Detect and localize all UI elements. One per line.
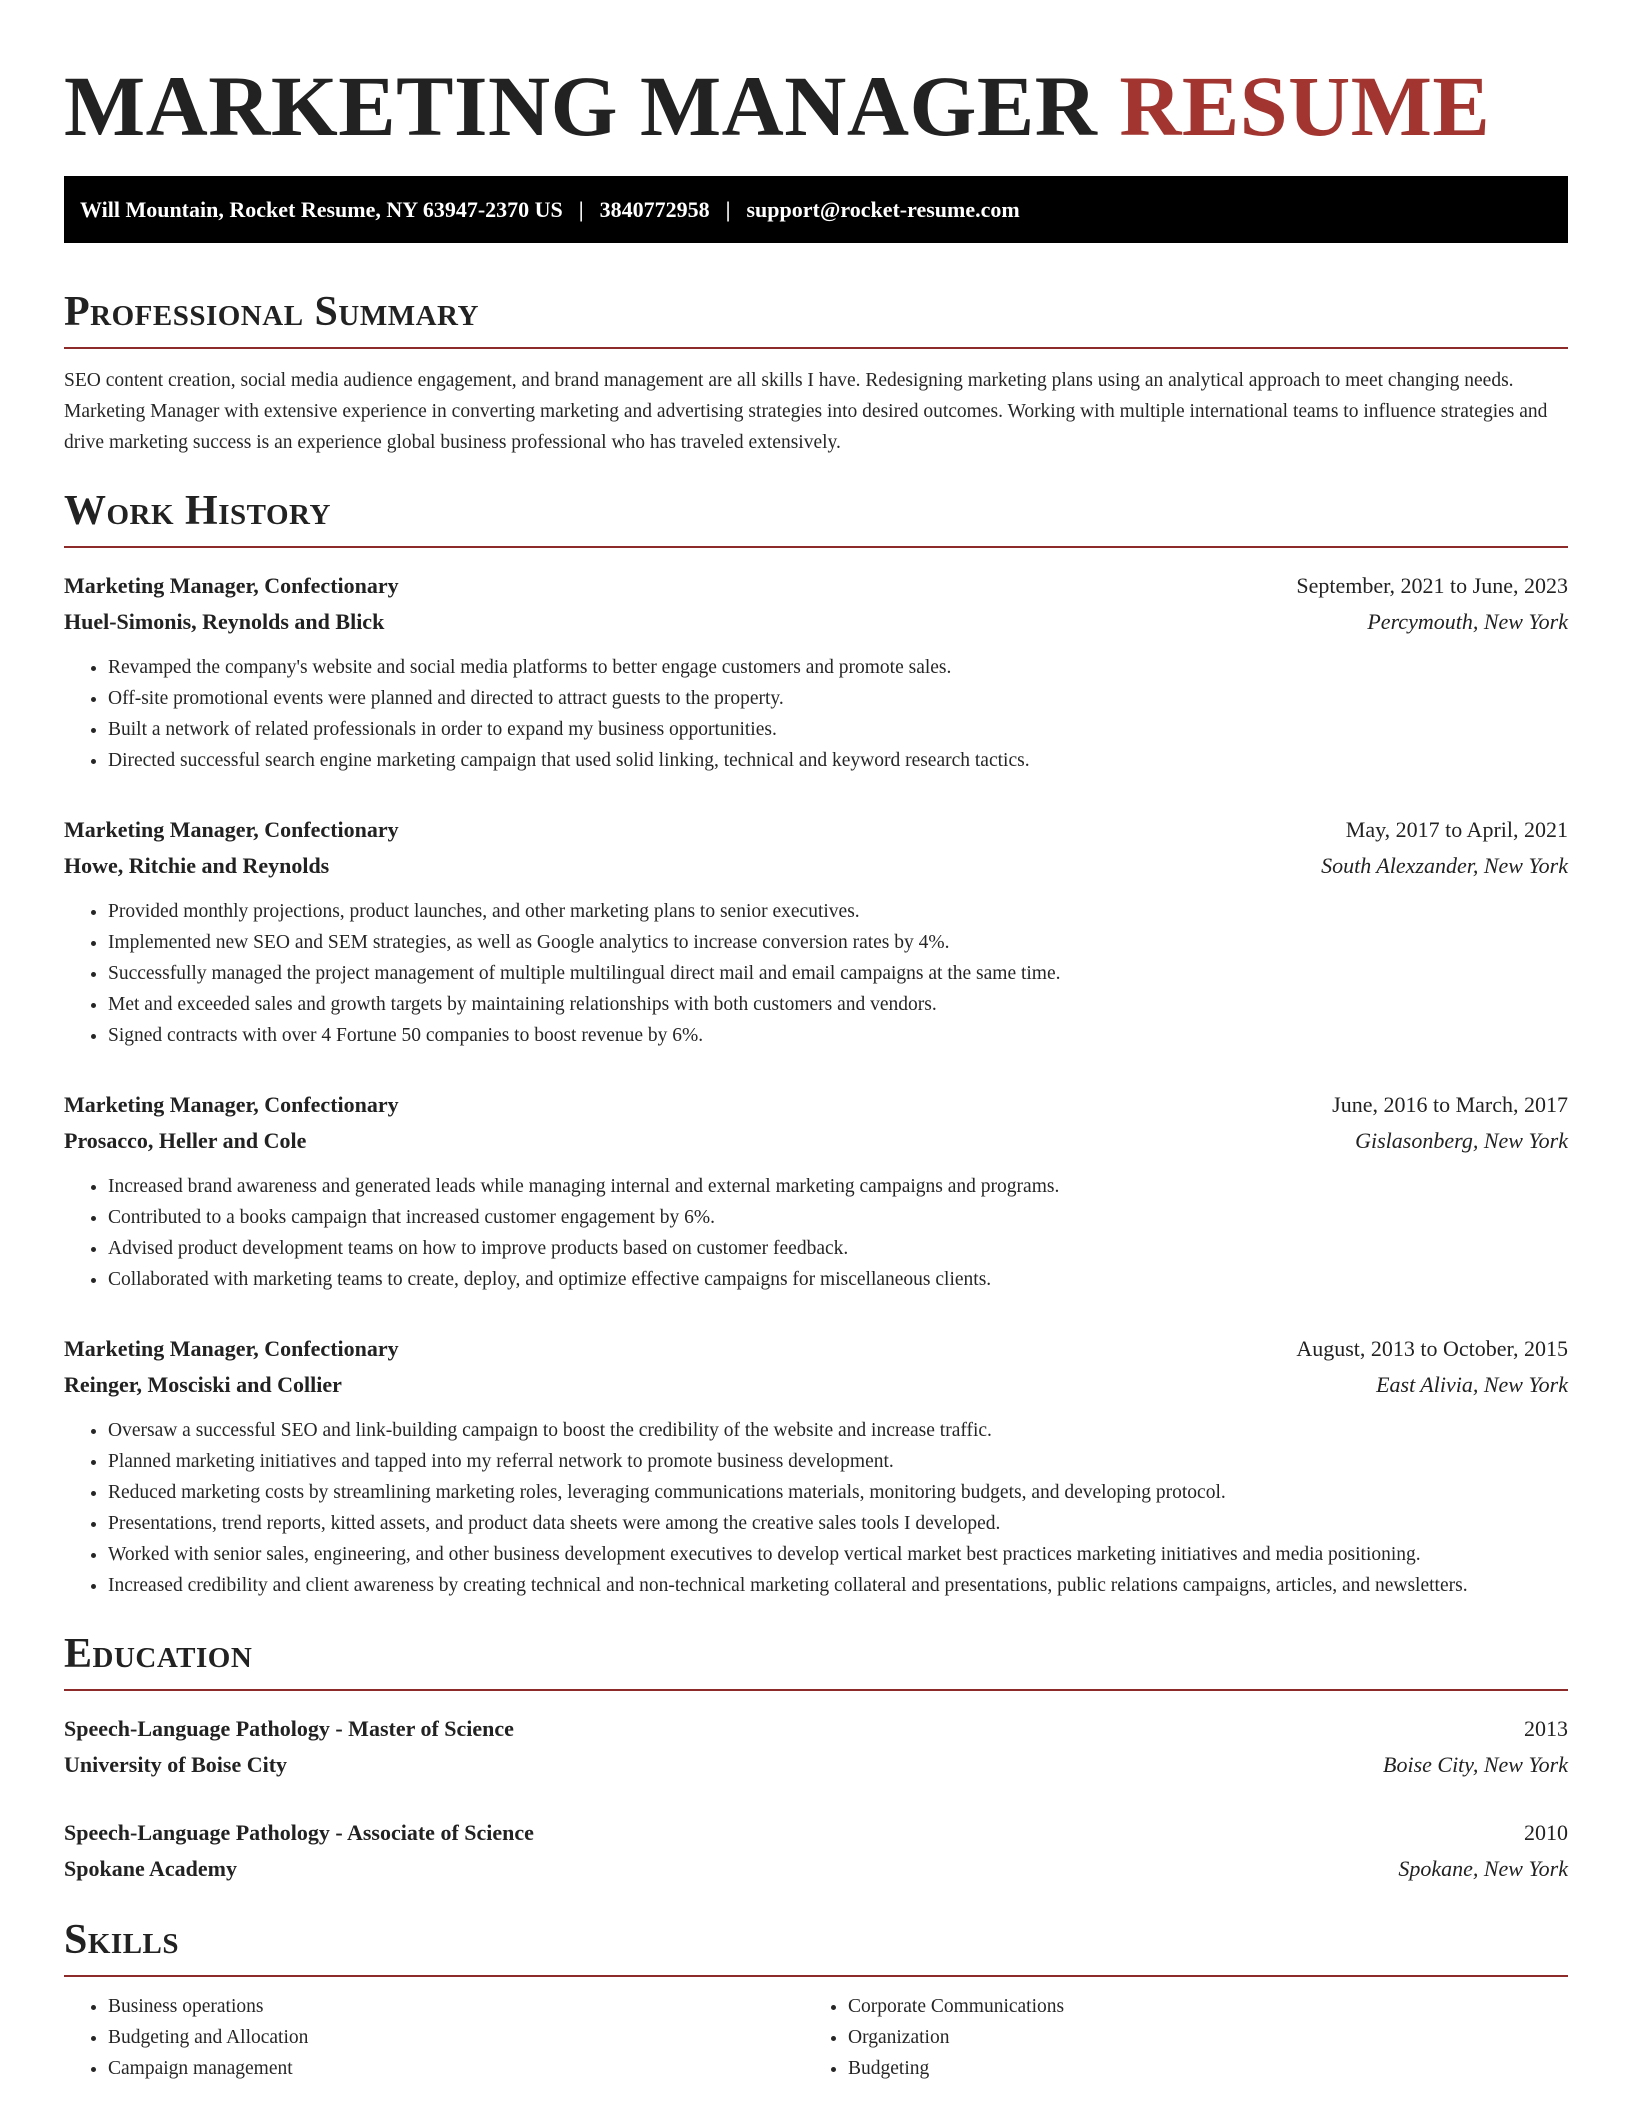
work-history-section: [64, 488, 1568, 1601]
education-degree: Speech-Language Pathology - Associate of Science: [64, 1820, 534, 1845]
resume-page: [64, 56, 1568, 2084]
job-title: Marketing Manager, Confectionary: [64, 817, 399, 842]
job-company-row: [64, 1367, 1568, 1403]
contact-email: support@rocket-resume.com: [746, 196, 1020, 222]
job-entry: [64, 1331, 1568, 1601]
job-bullet: • Oversaw a successful SEO and link-building campaign to boost the credibility of the website and increase traffic.: [108, 1415, 1568, 1446]
job-header-row: [64, 568, 1568, 604]
skills-list-left: [64, 1991, 804, 2084]
education-school: Spokane Academy: [64, 1856, 237, 1881]
job-title: Marketing Manager, Confectionary: [64, 1092, 399, 1117]
job-bullet: • Provided monthly projections, product launches, and other marketing plans to senior executives.: [108, 896, 1568, 927]
job-bullets: [64, 652, 1568, 776]
job-bullet: • Collaborated with marketing teams to create, deploy, and optimize effective campaigns for miscellaneous clients.: [108, 1264, 1568, 1295]
job-company: Howe, Ritchie and Reynolds: [64, 853, 330, 878]
job-company: Prosacco, Heller and Cole: [64, 1128, 307, 1153]
job-entry: [64, 1087, 1568, 1295]
contact-bar: [64, 176, 1568, 243]
education-school-row: [64, 1747, 1568, 1783]
job-bullet: • Increased brand awareness and generated leads while managing internal and external marketing campaigns and programs.: [108, 1171, 1568, 1202]
education-section: [64, 1631, 1568, 1887]
job-company: Reinger, Mosciski and Collier: [64, 1372, 342, 1397]
job-location: South Alexzander, New York: [1321, 853, 1568, 878]
education-degree-row: [64, 1815, 1568, 1851]
contact-phone: 3840772958: [599, 196, 710, 222]
job-bullet: • Worked with senior sales, engineering, and other business development executives to develop vertical market best practices marketing initiatives and media positioning.: [108, 1539, 1568, 1570]
job-bullets: [64, 1171, 1568, 1295]
job-location: Percymouth, New York: [1367, 609, 1568, 634]
job-header-row: [64, 1087, 1568, 1123]
job-header-row: [64, 1331, 1568, 1367]
job-bullet: • Revamped the company's website and social media platforms to better engage customers and promote sales.: [108, 652, 1568, 683]
skills-section: [64, 1917, 1568, 2084]
job-dates: June, 2016 to March, 2017: [1332, 1092, 1568, 1117]
job-company: Huel-Simonis, Reynolds and Blick: [64, 609, 385, 634]
education-location: Boise City, New York: [1383, 1752, 1568, 1777]
job-location: East Alivia, New York: [1376, 1372, 1568, 1397]
job-title: Marketing Manager, Confectionary: [64, 1336, 399, 1361]
job-bullet: • Advised product development teams on how to improve products based on customer feedback.: [108, 1233, 1568, 1264]
job-dates: September, 2021 to June, 2023: [1296, 573, 1568, 598]
education-degree-row: [64, 1711, 1568, 1747]
education-school: University of Boise City: [64, 1752, 288, 1777]
education-year: 2010: [1524, 1820, 1568, 1845]
title-accent: RESUME: [1119, 58, 1491, 154]
education-entry: [64, 1815, 1568, 1887]
education-year: 2013: [1524, 1716, 1568, 1741]
contact-separator: |: [725, 196, 731, 222]
education-heading: Education: [64, 1631, 1568, 1691]
job-bullet: • Reduced marketing costs by streamlining marketing roles, leveraging communications materials, monitoring budgets, and developing protocol.: [108, 1477, 1568, 1508]
skills-columns: [64, 1991, 1568, 2084]
job-entry: [64, 812, 1568, 1051]
job-location: Gislasonberg, New York: [1355, 1128, 1568, 1153]
job-bullet: • Met and exceeded sales and growth targets by maintaining relationships with both customers and vendors.: [108, 989, 1568, 1020]
resume-title: [64, 56, 1568, 156]
summary-section: [64, 289, 1568, 458]
job-bullet: • Off-site promotional events were planned and directed to attract guests to the property.: [108, 683, 1568, 714]
job-bullet: • Implemented new SEO and SEM strategies, as well as Google analytics to increase conversion rates by 4%.: [108, 927, 1568, 958]
skill-item: • Budgeting and Allocation: [108, 2022, 804, 2053]
job-dates: August, 2013 to October, 2015: [1296, 1336, 1568, 1361]
education-entry: [64, 1711, 1568, 1783]
title-main: MARKETING MANAGER: [64, 58, 1098, 154]
skill-item: • Organization: [848, 2022, 1544, 2053]
skills-list-right: [804, 1991, 1544, 2084]
job-entry: [64, 568, 1568, 776]
summary-text: SEO content creation, social media audience engagement, and brand management are all skills I have. Redesigning marketing plans using an analytical approach to meet changing needs. Marketing Manager with extensive experience in converting marketing and advertising strategies into desired outcomes. Working with multiple international teams to influence strategies and drive marketing success is an experience global business professional who has traveled extensively.: [64, 370, 1548, 453]
education-location: Spokane, New York: [1398, 1856, 1568, 1881]
job-header-row: [64, 812, 1568, 848]
job-bullet: • Signed contracts with over 4 Fortune 50 companies to boost revenue by 6%.: [108, 1020, 1568, 1051]
job-bullet: • Contributed to a books campaign that increased customer engagement by 6%.: [108, 1202, 1568, 1233]
job-bullet: • Planned marketing initiatives and tapped into my referral network to promote business development.: [108, 1446, 1568, 1477]
contact-separator: |: [578, 196, 584, 222]
job-company-row: [64, 1123, 1568, 1159]
job-bullet: • Successfully managed the project management of multiple multilingual direct mail and email campaigns at the same time.: [108, 958, 1568, 989]
job-company-row: [64, 604, 1568, 640]
work-history-heading: Work History: [64, 488, 1568, 548]
skill-item: • Corporate Communications: [848, 1991, 1544, 2022]
job-company-row: [64, 848, 1568, 884]
skill-item: • Budgeting: [848, 2053, 1544, 2084]
job-bullet: • Increased credibility and client awareness by creating technical and non-technical marketing collateral and presentations, public relations campaigns, articles, and newsletters.: [108, 1570, 1568, 1601]
job-bullets: [64, 896, 1568, 1051]
education-degree: Speech-Language Pathology - Master of Science: [64, 1716, 514, 1741]
job-title: Marketing Manager, Confectionary: [64, 573, 399, 598]
job-bullet: • Directed successful search engine marketing campaign that used solid linking, technical and keyword research tactics.: [108, 745, 1568, 776]
job-bullet: • Built a network of related professionals in order to expand my business opportunities.: [108, 714, 1568, 745]
skill-item: • Business operations: [108, 1991, 804, 2022]
skill-item: • Campaign management: [108, 2053, 804, 2084]
contact-address: Will Mountain, Rocket Resume, NY 63947-2370 US: [80, 196, 563, 222]
education-school-row: [64, 1851, 1568, 1887]
job-bullet: • Presentations, trend reports, kitted assets, and product data sheets were among the creative sales tools I developed.: [108, 1508, 1568, 1539]
job-bullets: [64, 1415, 1568, 1601]
skills-heading: Skills: [64, 1917, 1568, 1977]
summary-heading: Professional Summary: [64, 289, 1568, 349]
job-dates: May, 2017 to April, 2021: [1345, 817, 1568, 842]
